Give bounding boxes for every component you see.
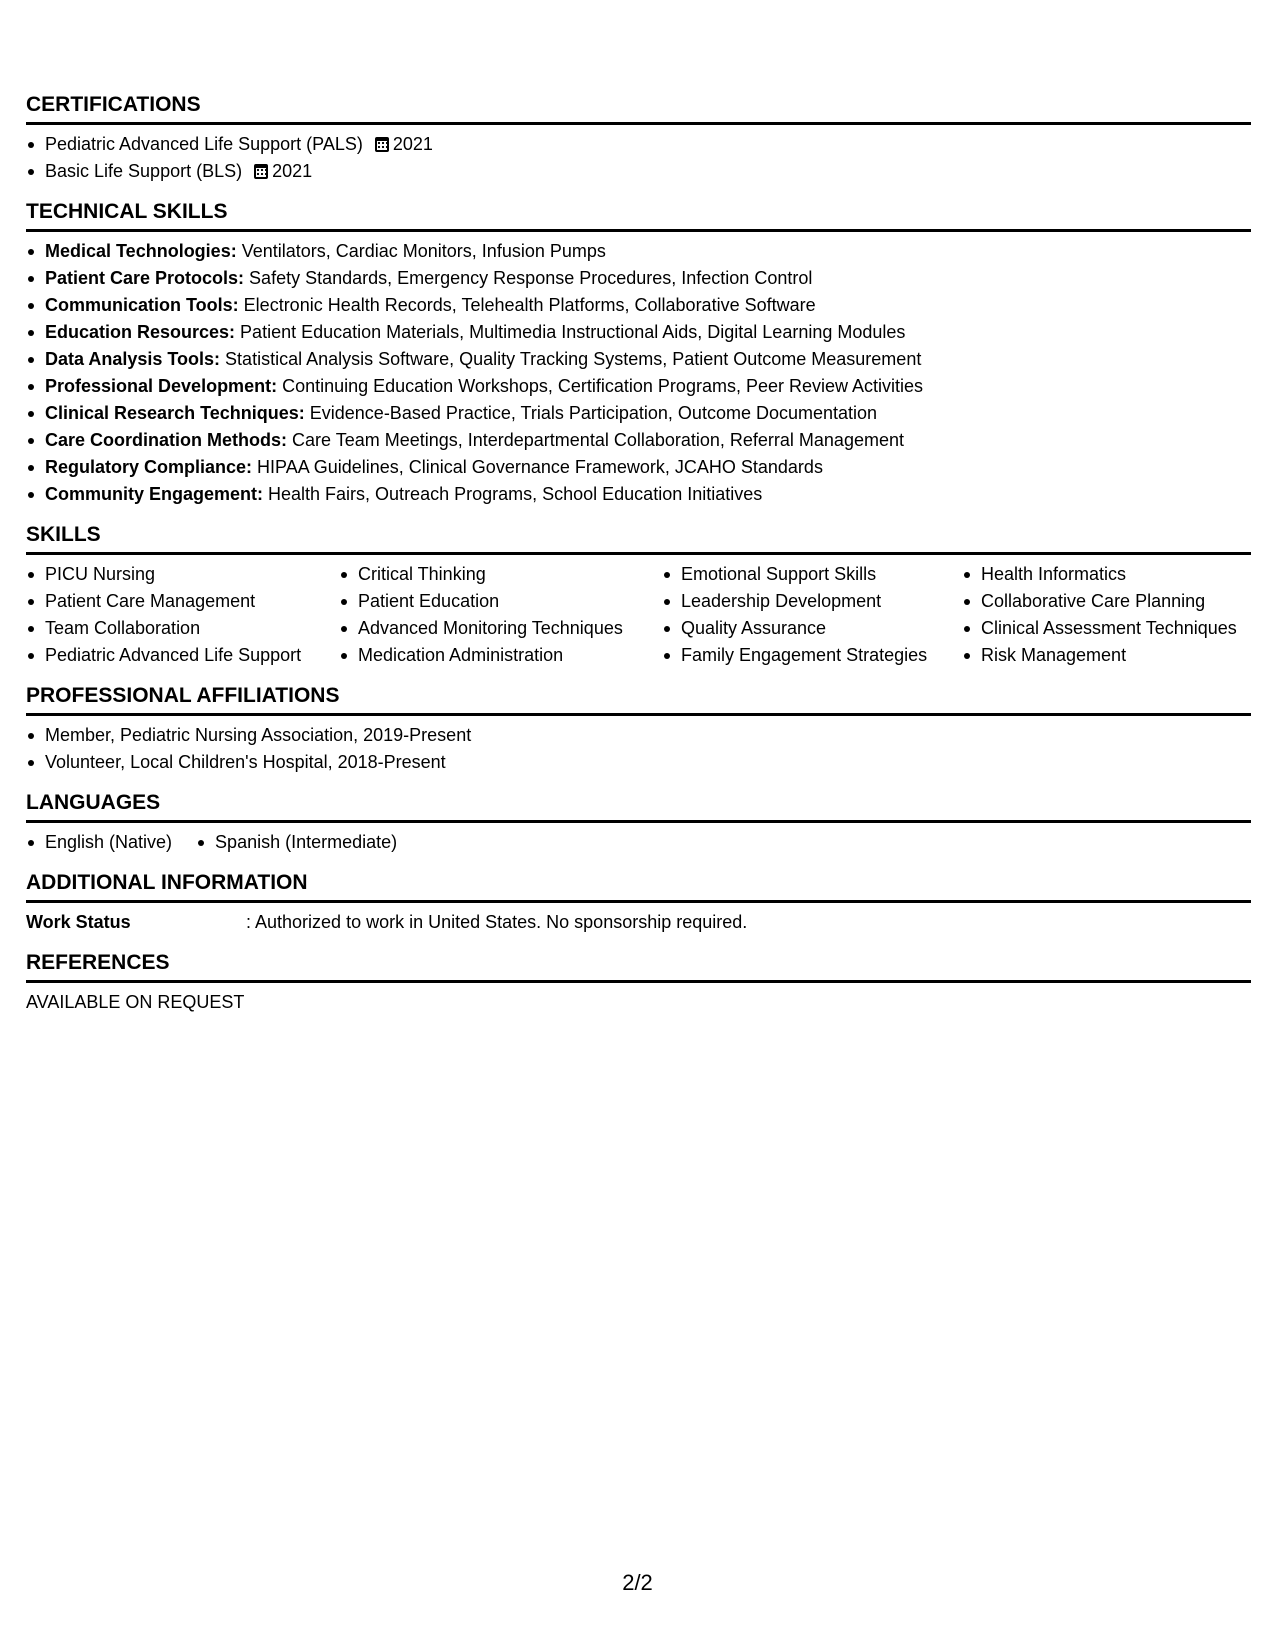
certification-item [26, 131, 1251, 158]
references-text: AVAILABLE ON REQUEST [26, 992, 245, 1012]
technical-skill-label: Data Analysis Tools: [45, 349, 221, 369]
technical-skill-text: Electronic Health Records, Telehealth Platforms, Collaborative Software [238, 295, 816, 315]
technical-skill-label: Professional Development: [45, 376, 278, 396]
technical-skill-label: Clinical Research Techniques: [45, 403, 305, 423]
affiliations-list [26, 722, 1251, 776]
technical-skill-item [26, 346, 1251, 373]
skill-item: Health Informatics [962, 561, 1251, 588]
skills-column [339, 561, 662, 669]
technical-skill-label: Communication Tools: [45, 295, 239, 315]
affiliations-heading: PROFESSIONAL AFFILIATIONS [26, 683, 1251, 716]
technical-skill-text: Ventilators, Cardiac Monitors, Infusion Pumps [236, 241, 606, 261]
calendar-icon [254, 164, 268, 179]
additional-info-section [26, 870, 1251, 936]
technical-skill-item [26, 481, 1251, 508]
certification-year: 2021 [392, 134, 433, 154]
skill-item: Patient Education [339, 588, 662, 615]
languages-list [26, 829, 1251, 856]
certification-item [26, 158, 1251, 185]
skill-item: Quality Assurance [662, 615, 962, 642]
skill-item: Medication Administration [339, 642, 662, 669]
skill-item: Clinical Assessment Techniques [962, 615, 1251, 642]
skills-column [962, 561, 1251, 669]
skill-item: Emotional Support Skills [662, 561, 962, 588]
technical-skill-label: Regulatory Compliance: [45, 457, 253, 477]
additional-info-heading: ADDITIONAL INFORMATION [26, 870, 1251, 903]
skill-item: Patient Care Management [26, 588, 339, 615]
certifications-section [26, 92, 1251, 185]
languages-heading: LANGUAGES [26, 790, 1251, 823]
language-item: Spanish (Intermediate) [196, 829, 397, 856]
skills-grid [26, 561, 1251, 669]
page-number: 2/2 [622, 1570, 653, 1595]
certification-name: Basic Life Support (BLS) [45, 161, 243, 181]
technical-skill-text: Patient Education Materials, Multimedia Instructional Aids, Digital Learning Modules [235, 322, 906, 342]
technical-skill-item [26, 319, 1251, 346]
technical-skill-label: Patient Care Protocols: [45, 268, 245, 288]
references-section [26, 950, 1251, 1016]
work-status-row [26, 909, 1251, 936]
skill-item: PICU Nursing [26, 561, 339, 588]
skill-item: Advanced Monitoring Techniques [339, 615, 662, 642]
skills-heading: SKILLS [26, 522, 1251, 555]
certifications-heading: CERTIFICATIONS [26, 92, 1251, 125]
resume-page [26, 92, 1251, 1030]
skill-item: Team Collaboration [26, 615, 339, 642]
work-status-value: : Authorized to work in United States. No sponsorship required. [246, 912, 748, 932]
technical-skill-label: Care Coordination Methods: [45, 430, 287, 450]
skill-item: Risk Management [962, 642, 1251, 669]
technical-skill-text: Continuing Education Workshops, Certification Programs, Peer Review Activities [277, 376, 924, 396]
skills-column [662, 561, 962, 669]
technical-skill-item [26, 292, 1251, 319]
technical-skill-item [26, 400, 1251, 427]
skill-item: Leadership Development [662, 588, 962, 615]
languages-section [26, 790, 1251, 856]
technical-skill-label: Education Resources: [45, 322, 236, 342]
technical-skills-list [26, 238, 1251, 508]
references-heading: REFERENCES [26, 950, 1251, 983]
technical-skill-text: Health Fairs, Outreach Programs, School Education Initiatives [263, 484, 763, 504]
technical-skills-section [26, 199, 1251, 508]
technical-skill-item [26, 265, 1251, 292]
technical-skill-label: Medical Technologies: [45, 241, 237, 261]
technical-skill-label: Community Engagement: [45, 484, 264, 504]
technical-skill-item [26, 238, 1251, 265]
technical-skill-text: HIPAA Guidelines, Clinical Governance Framework, JCAHO Standards [252, 457, 823, 477]
technical-skill-text: Evidence-Based Practice, Trials Participation, Outcome Documentation [304, 403, 878, 423]
technical-skills-heading: TECHNICAL SKILLS [26, 199, 1251, 232]
technical-skill-text: Care Team Meetings, Interdepartmental Collaboration, Referral Management [287, 430, 904, 450]
skill-item: Collaborative Care Planning [962, 588, 1251, 615]
work-status-label: Work Status [26, 912, 131, 932]
skills-section [26, 522, 1251, 669]
certification-name: Pediatric Advanced Life Support (PALS) [45, 134, 363, 154]
technical-skill-item [26, 427, 1251, 454]
affiliation-item: Member, Pediatric Nursing Association, 2019-Present [26, 722, 1251, 749]
certifications-list [26, 131, 1251, 185]
affiliation-item: Volunteer, Local Children's Hospital, 2018-Present [26, 749, 1251, 776]
language-item: English (Native) [26, 829, 172, 856]
skill-item: Pediatric Advanced Life Support [26, 642, 339, 669]
technical-skill-item [26, 373, 1251, 400]
calendar-icon [375, 137, 389, 152]
technical-skill-text: Safety Standards, Emergency Response Procedures, Infection Control [244, 268, 813, 288]
technical-skill-item [26, 454, 1251, 481]
affiliations-section [26, 683, 1251, 776]
skill-item: Critical Thinking [339, 561, 662, 588]
certification-year: 2021 [272, 161, 313, 181]
skills-column [26, 561, 339, 669]
skill-item: Family Engagement Strategies [662, 642, 962, 669]
technical-skill-text: Statistical Analysis Software, Quality Tracking Systems, Patient Outcome Measurement [220, 349, 922, 369]
